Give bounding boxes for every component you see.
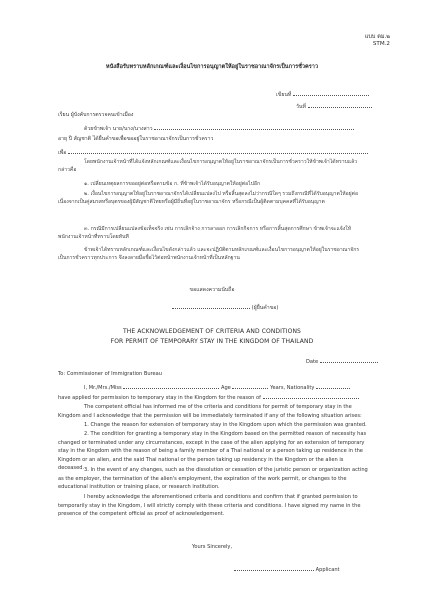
thai-to-line: เรียน ผู้บังคับการตรวจคนเข้าเมือง — [58, 112, 134, 118]
thai-by-line — [84, 124, 354, 133]
thai-reason-line — [58, 148, 368, 157]
english-paragraph-1: 1. Change the reason for extension of temporary stay in the Kingdom upon which the permission was granted. — [84, 422, 367, 428]
english-paragraph-intro: The competent official has informed me of the criteria and conditions for permit of temporary stay in the Kingdom and I acknowledge that the permission will be immediately terminated if any of the following situation arises: — [58, 404, 362, 419]
thai-paragraph-2: ๒. เงื่อนไขการอนุญาตให้อยู่ในราชอาณาจักรได้เปลี่ยนแปลงไป หรือสิ้นสุดลงไม่ว่ากรณีใดๆ รวมถึงกรณีที่ได้รับอนุญาตให้อยู่ต่อเนื่องจากเป็นคู่สมรสหรือบุตรของผู้มีสัญชาติไทยหรือผู้มีถิ่นที่อยู่ในราชอาณาจักร หรือกรณีเป็นผู้ติดตามบุคคลที่ได้รับอนุญาต — [58, 191, 359, 206]
thai-written-at-field[interactable] — [293, 90, 369, 96]
english-title-line-1: THE ACKNOWLEDGEMENT OF CRITERIA AND CONDITIONS — [123, 328, 301, 335]
english-nationality-label: Years, Nationality — [270, 385, 315, 391]
thai-signature — [172, 303, 278, 312]
thai-age-label: อายุ ปี สัญชาติ ได้ยื่นคำขอเพื่อขออยู่ในราชอาณาจักรเป็นการชั่วคราว — [58, 136, 214, 142]
form-code-thai: แบบ ตม.๒ — [364, 34, 390, 40]
english-date-label: Date — [306, 359, 319, 365]
english-signature-field[interactable] — [234, 565, 314, 571]
thai-name-field[interactable] — [154, 124, 354, 130]
thai-reason-label: เพื่อ — [58, 150, 67, 156]
thai-written-at — [276, 90, 369, 99]
thai-paragraph-3: ๓. กรณีมีการเปลี่ยนแปลงข้อเท็จจริง เช่น การเลิกจ้าง การลาออก การเลิกกิจการ หรือการสิ้นสุดการศึกษา ข้าพเจ้าจะแจ้งให้พนักงานเจ้าหน้าที่ทราบโดยทันที — [58, 226, 352, 241]
thai-date — [296, 102, 372, 111]
thai-title: หนังสือรับทราบหลักเกณฑ์และเงื่อนไขการอนุญาตให้อยู่ในราชอาณาจักรเป็นการชั่วคราว — [105, 64, 319, 70]
thai-reason-field[interactable] — [68, 148, 368, 154]
english-applied-label: have applied for permission to temporary stay in the Kingdom for the reason of — [58, 395, 261, 401]
thai-by-label: ด้วยข้าพเจ้า นาย/นาง/นางสาว — [84, 126, 153, 132]
english-applicant-line — [84, 383, 350, 391]
english-paragraph-4: I hereby acknowledge the aforementioned criteria and conditions and confirm that if granted permission to temporarily stay in the Kingdom, I will strictly comply with these criteria and conditions. I have signed my name in the presence of the competent official as proof of acknowledgement. — [58, 494, 361, 518]
english-paragraph-3: 3. In the event of any changes, such as the dissolution or cessation of the juristic person or organization acting as the employer, the termination of the alien's employment, the expiration of the work permit, or changes to the educational institution or training place, or research institution. — [58, 467, 368, 491]
thai-paragraph-1: ๑. เปลี่ยนเหตุผลการขออยู่ต่อหรือตามข้อ ก. ที่ข้าพเจ้าได้รับอนุญาตให้อยู่ต่อไปอีก — [84, 181, 261, 187]
english-age-field[interactable] — [232, 383, 268, 389]
thai-date-field[interactable] — [308, 102, 372, 108]
thai-signer-label: (ผู้ยื่นคำขอ) — [251, 305, 279, 311]
english-applicant-label: Applicant — [315, 567, 340, 573]
english-mr-label: I, Mr./Mrs./Miss — [84, 385, 122, 391]
thai-paragraph-intro: โดยพนักงานเจ้าหน้าที่ได้แจ้งหลักเกณฑ์และเงื่อนไขการอนุญาตให้อยู่ในราชอาณาจักรเป็นการชั่วคราวให้ข้าพเจ้าได้ทราบแล้ว กล่าวคือ — [58, 159, 358, 174]
english-reason-field[interactable] — [263, 393, 359, 399]
thai-age-line — [58, 136, 213, 143]
thai-sign-label: ขอแสดงความนับถือ — [189, 287, 235, 293]
english-date — [306, 357, 378, 365]
english-name-field[interactable] — [123, 383, 219, 389]
english-age-label: Age — [220, 385, 231, 391]
thai-signature-field[interactable] — [172, 303, 250, 309]
english-to-line: To: Commissioner of Immigration Bureau — [58, 371, 163, 377]
english-signature — [234, 565, 340, 573]
english-closing: Yours Sincerely, — [191, 544, 233, 550]
english-paragraph-2: 2. The condition for granting a temporary stay in the Kingdom based on the permitted reason of necessity has changed or terminated under any circumstances, except in the case of the alien applying for an extension of temporary stay in the Kingdom with the reason of being a family member of a Thai national or a person taking up residence in the Kingdom or an alien, and the said Thai national or the person taking up residency in the Kingdom or the alien is deceased. — [58, 431, 367, 472]
english-applied-line — [58, 393, 359, 401]
form-code-english: STM.2 — [372, 41, 390, 47]
thai-paragraph-4: ข้าพเจ้าได้ทราบหลักเกณฑ์และเงื่อนไขดังกล่าวแล้ว และจะปฏิบัติตามหลักเกณฑ์และเงื่อนไขการอนุญาตให้อยู่ในราชอาณาจักรเป็นการชั่วคราวทุกประการ จึงลงลายมือชื่อไว้ต่อหน้าพนักงานเจ้าหน้าที่เป็นหลักฐาน — [58, 247, 360, 262]
thai-date-label: วันที่ — [296, 104, 306, 110]
thai-written-at-label: เขียนที่ — [276, 92, 292, 98]
english-date-field[interactable] — [320, 357, 378, 363]
english-nationality-field[interactable] — [316, 383, 350, 389]
english-title-line-2: FOR PERMIT OF TEMPORARY STAY IN THE KINGDOM OF THAILAND — [110, 338, 314, 345]
form-code — [365, 34, 390, 48]
